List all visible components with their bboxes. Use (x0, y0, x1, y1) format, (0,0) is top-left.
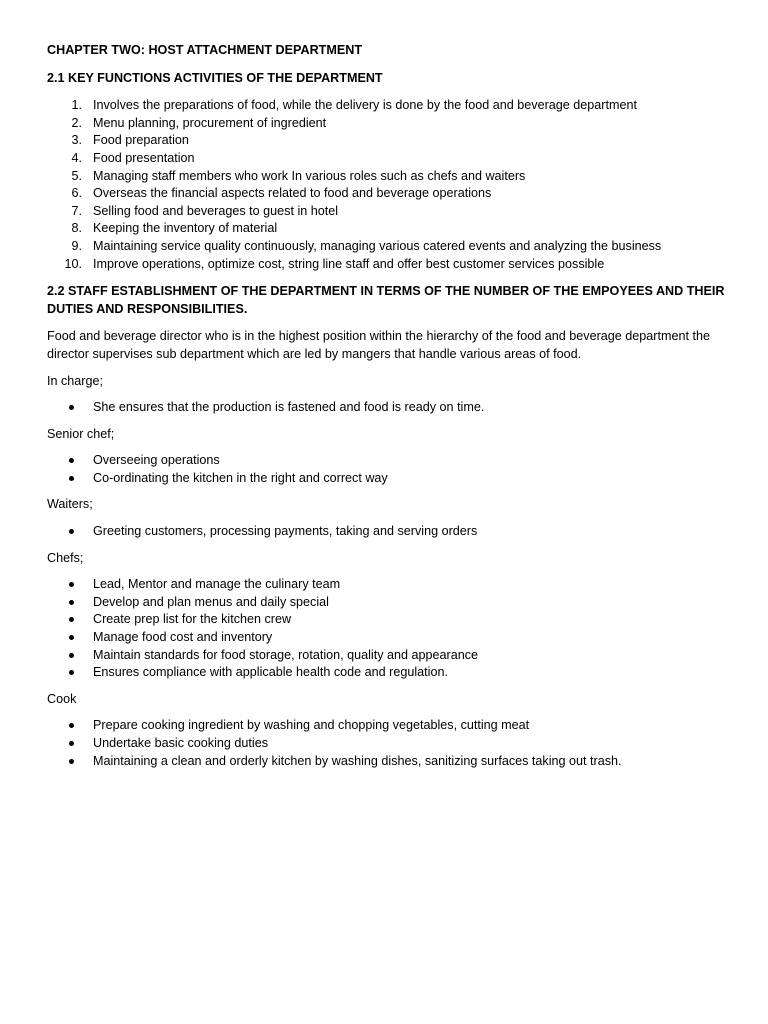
list-item-text: Overseeing operations (93, 453, 220, 468)
list-item-text: Lead, Mentor and manage the culinary team (93, 577, 341, 592)
list-number: 6. (71, 186, 82, 201)
list-item (47, 185, 727, 203)
senior-chef-duties-list (47, 452, 727, 487)
bullet-icon (69, 741, 74, 746)
waiters-duties-list (47, 523, 727, 541)
list-item-text: Involves the preparations of food, while the delivery is done by the food and beverage department (93, 98, 637, 113)
bullet-icon (69, 617, 74, 622)
list-item (47, 717, 727, 735)
list-item-text: Create prep list for the kitchen crew (93, 612, 292, 627)
list-item-text: Maintain standards for food storage, rotation, quality and appearance (93, 647, 479, 662)
bullet-icon (69, 405, 74, 410)
bullet-icon (69, 723, 74, 728)
role-label-senior-chef: Senior chef; (47, 426, 115, 441)
bullet-icon (69, 670, 74, 675)
list-item (47, 97, 727, 115)
list-item (47, 470, 727, 488)
cook-duties-list (47, 717, 727, 770)
list-number: 8. (71, 221, 82, 236)
list-item (47, 594, 727, 612)
bullet-icon (69, 653, 74, 658)
bullet-icon (69, 476, 74, 481)
list-item-text: Maintaining service quality continuously, managing various catered events and analyzing the business (93, 238, 662, 253)
list-item (47, 664, 727, 682)
list-item (47, 523, 727, 541)
list-item (47, 115, 727, 133)
list-item-text: Prepare cooking ingredient by washing and chopping vegetables, cutting meat (93, 718, 530, 733)
list-item (47, 256, 727, 274)
list-item-text: Manage food cost and inventory (93, 630, 273, 645)
bullet-icon (69, 759, 74, 764)
role-label-cook: Cook (47, 691, 77, 706)
list-item-text: Ensures compliance with applicable health code and regulation. (93, 665, 448, 680)
list-number: 2. (71, 115, 82, 130)
section-heading-staff-establishment: 2.2 STAFF ESTABLISHMENT OF THE DEPARTMENT IN TERMS OF THE NUMBER OF THE EMPOYEES AND THEIR DUTIES AND RESPONSIBILITIES. (47, 284, 725, 316)
list-number: 7. (71, 203, 82, 218)
list-number: 5. (71, 168, 82, 183)
list-item (47, 132, 727, 150)
list-item (47, 238, 727, 256)
list-item-text: Food presentation (93, 150, 195, 165)
list-number: 1. (71, 98, 82, 113)
list-item-text: Maintaining a clean and orderly kitchen by washing dishes, sanitizing surfaces taking out trash. (93, 753, 622, 768)
list-item-text: Improve operations, optimize cost, string line staff and offer best customer services possible (93, 256, 605, 271)
section-heading-key-functions: 2.1 KEY FUNCTIONS ACTIVITIES OF THE DEPARTMENT (47, 70, 383, 85)
list-item-text: Overseas the financial aspects related to food and beverage operations (93, 186, 492, 201)
list-number: 3. (71, 133, 82, 148)
list-item-text: Food preparation (93, 133, 189, 148)
list-item-text: Co-ordinating the kitchen in the right and correct way (93, 470, 388, 485)
document-page (47, 42, 727, 779)
bullet-icon (69, 600, 74, 605)
list-item-text: Managing staff members who work In various roles such as chefs and waiters (93, 168, 526, 183)
role-label-in-charge: In charge; (47, 373, 104, 388)
list-item (47, 203, 727, 221)
list-item-text: She ensures that the production is fastened and food is ready on time. (93, 400, 485, 415)
bullet-icon (69, 582, 74, 587)
role-label-waiters: Waiters; (47, 497, 93, 512)
list-item (47, 150, 727, 168)
list-item (47, 735, 727, 753)
list-item (47, 611, 727, 629)
bullet-icon (69, 635, 74, 640)
list-item-text: Selling food and beverages to guest in hotel (93, 203, 339, 218)
list-item (47, 576, 727, 594)
list-item (47, 399, 727, 417)
list-item (47, 220, 727, 238)
chefs-duties-list (47, 576, 727, 682)
list-number: 4. (71, 150, 82, 165)
list-item (47, 452, 727, 470)
key-functions-list (47, 97, 727, 273)
bullet-icon (69, 458, 74, 463)
role-label-chefs: Chefs; (47, 550, 84, 565)
intro-paragraph: Food and beverage director who is in the highest position within the hierarchy of the food and beverage department the director supervises sub department which are led by mangers that handle various areas of food. (47, 329, 710, 361)
in-charge-duties-list (47, 399, 727, 417)
list-item (47, 168, 727, 186)
bullet-icon (69, 529, 74, 534)
list-item (47, 629, 727, 647)
list-item-text: Menu planning, procurement of ingredient (93, 115, 327, 130)
list-item (47, 753, 727, 771)
list-number: 10. (64, 256, 82, 271)
list-item-text: Keeping the inventory of material (93, 221, 278, 236)
list-item-text: Develop and plan menus and daily special (93, 594, 329, 609)
list-number: 9. (71, 238, 82, 253)
list-item-text: Greeting customers, processing payments, taking and serving orders (93, 524, 478, 539)
chapter-title: CHAPTER TWO: HOST ATTACHMENT DEPARTMENT (47, 43, 363, 57)
list-item (47, 647, 727, 665)
list-item-text: Undertake basic cooking duties (93, 736, 269, 750)
